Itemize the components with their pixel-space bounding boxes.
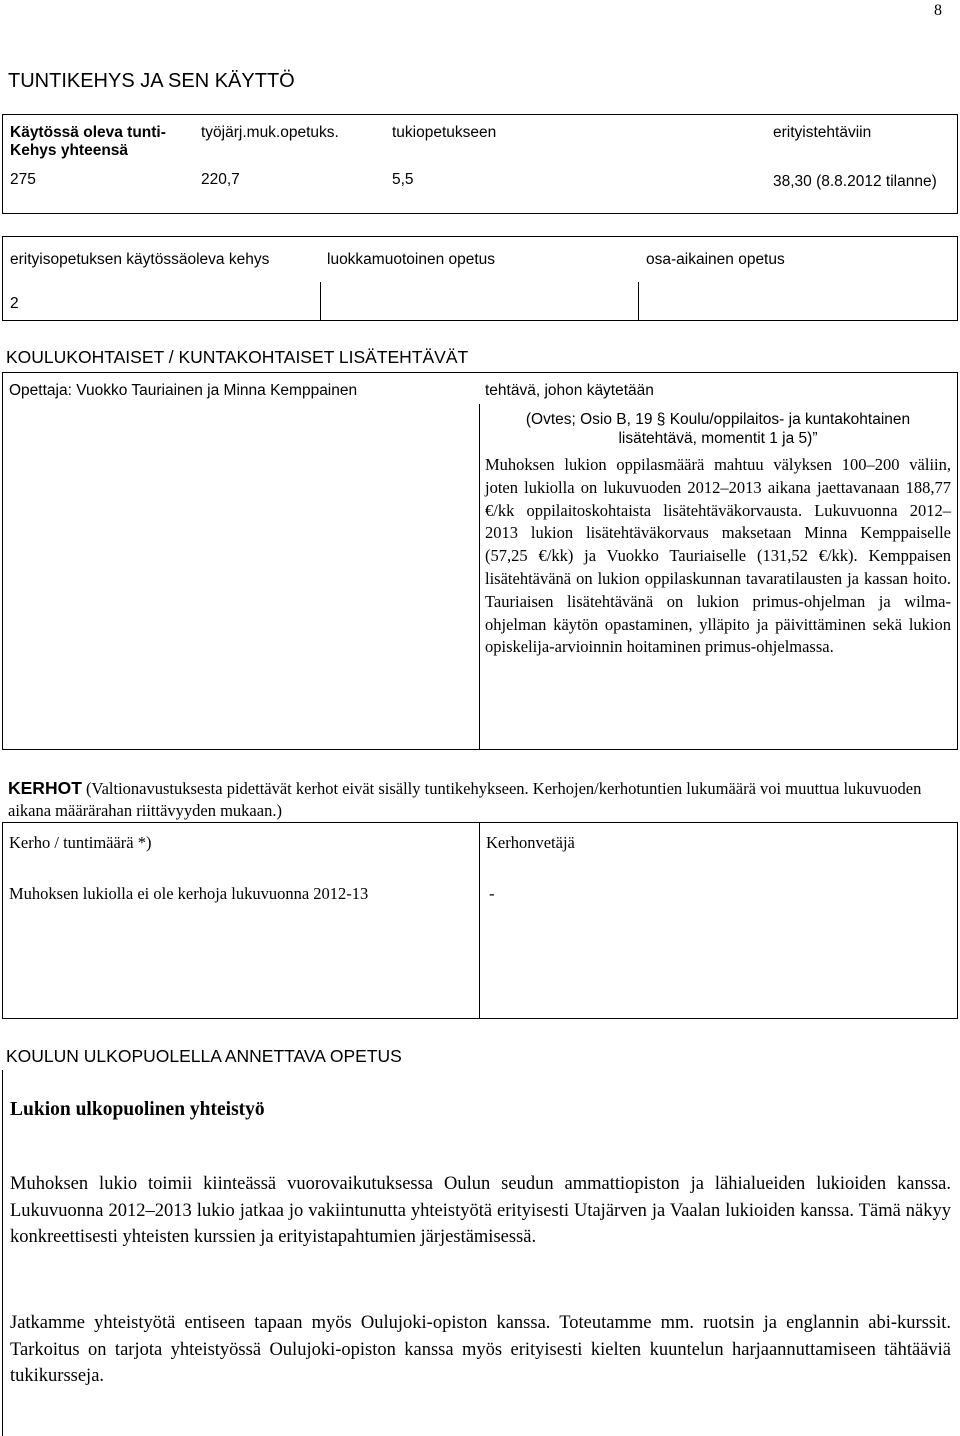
header-erityisopetuksen-kehys: erityisopetuksen käytössäoleva kehys [10,251,270,268]
page-number: 8 [934,2,942,19]
header-tukiopetukseen: tukiopetukseen [392,124,497,141]
lisatehtavat-table [2,372,958,750]
value-tukiopetukseen: 5,5 [392,171,414,188]
kerhonvetaja-value: - [489,884,495,903]
tuntikehys-table [2,114,958,214]
header-osa-aikainen-opetus: osa-aikainen opetus [646,251,785,268]
yhteistyo-paragraph-1: Muhoksen lukio toimii kiinteässä vuorovaikutuksessa Oulun seudun ammattiopiston ja lähialueiden lukioiden kanssa. Lukuvuonna 2012–2013 lukio jatkaa jo vakiintunutta yhteistyötä erityisesti Utajärven ja Vaalan lukioiden kanssa. Tämä näkyy konkreettisesti yhteisten kurssien ja erityistapahtumien järjestämisessä. [10,1174,951,1247]
section-title-lisatehtavat: KOULUKOHTAISET / KUNTAKOHTAISET LISÄTEHTÄVÄT [6,347,469,367]
value-erityisopetuksen-kehys: 2 [10,295,19,312]
task-label: tehtävä, johon käytetään [485,382,654,399]
kerho-header: Kerho / tuntimäärä *) [9,833,152,852]
yhteistyo-paragraph-2: Jatkamme yhteistyötä entiseen tapaan myös Oulujoki-opiston kanssa. Toteutamme mm. ruotsin ja englannin abi-kurssit. Tarkoitus on tarjota yhteistyössä Oulujoki-opiston kanssa myös erityisesti kielten kuuntelun harjaannuttamiseen tähtääviä tukikursseja. [10,1313,951,1386]
kerhot-title: KERHOT [8,778,82,798]
teacher-label: Opettaja: Vuokko Tauriainen ja Minna Kemppainen [9,382,358,399]
task-description: Muhoksen lukion oppilasmäärä mahtuu välyksen 100–200 väliin, joten lukiolla on lukuvuoden 2012–2013 aikana jaettavanaan 188,77 €/kk oppilaitoskohtaista lisätehtäväkorvausta. Lukuvuonna 2012–2013 lukion lisätehtäväkorvaus maksetaan Minna Kemppaiselle (57,25 €/kk) ja Vuokko Tauriaiselle (131,52 €/kk). Kemppaisen lisätehtävänä on lukion oppilaskunnan tavaratilausten ja kassan hoito. Tauriaisen lisätehtävänä on lukion primus-ohjelman ja wilma-ohjelman käytön opastaminen, ylläpito ja päivittäminen sekä lukion opiskelija-arvioinnin hoitaminen primus-ohjelmassa. [485,455,951,657]
header-erityistehtaviin: erityistehtäviin [773,124,872,141]
erityisopetus-table [2,236,958,321]
value-tuntikehys-yhteensa: 275 [10,171,36,188]
kerhot-table [2,822,958,1019]
task-reference: (Ovtes; Osio B, 19 § Koulu/oppilaitos- ja kuntakohtainen lisätehtävä, momentit 1 ja 5)” [525,411,911,447]
kerho-value: Muhoksen lukiolla ei ole kerhoja lukuvuonna 2012-13 [9,884,369,903]
kerhonvetaja-header: Kerhonvetäjä [486,833,575,852]
value-erityistehtaviin: 38,30 (8.8.2012 tilanne) [773,173,937,190]
header-tyojarj: työjärj.muk.opetuks. [201,124,339,141]
section-title-tuntikehys: TUNTIKEHYS JA SEN KÄYTTÖ [8,70,295,92]
kerhot-note: (Valtionavustuksesta pidettävät kerhot eivät sisälly tuntikehykseen. Kerhojen/kerhotuntien lukumäärä voi muuttua lukuvuoden aikana määrärahan riittävyyden mukaan.) [8,779,922,820]
section-title-ulkopuolella: KOULUN ULKOPUOLELLA ANNETTAVA OPETUS [6,1046,402,1066]
header-luokkamuotoinen-opetus: luokkamuotoinen opetus [327,251,496,268]
section-subtitle-yhteistyo: Lukion ulkopuolinen yhteistyö [10,1099,265,1120]
value-tyojarj: 220,7 [201,171,240,188]
header-tuntikehys-yhteensa: Käytössä oleva tunti-Kehys yhteensä [10,124,166,159]
kerhot-intro [8,777,953,822]
